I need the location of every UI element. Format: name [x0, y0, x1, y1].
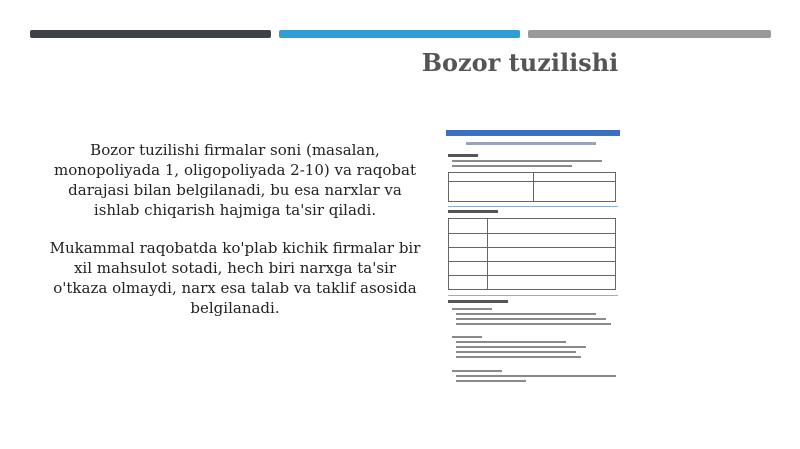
accent-bar-blue	[279, 30, 520, 38]
slide-body	[45, 140, 425, 336]
paragraph-1: Bozor tuzilishi firmalar soni (masalan, monopoliyada 1, oligopoliyada 2-10) va raqobat darajasi bilan belgilanadi, bu esa narxlar va ishlab chiqarish hajmiga ta'sir qiladi.	[53, 141, 417, 219]
document-page-icon	[446, 130, 620, 390]
accent-bar-dark	[30, 30, 271, 38]
accent-bar-gray	[528, 30, 771, 38]
slide-title: Bozor tuzilishi	[421, 48, 619, 77]
paragraph-2: Mukammal raqobatda ko'plab kichik firmalar bir xil mahsulot sotadi, hech biri narxga ta'sir o'tkaza olmaydi, narx esa talab va taklif asosida belgilanadi.	[49, 239, 421, 317]
